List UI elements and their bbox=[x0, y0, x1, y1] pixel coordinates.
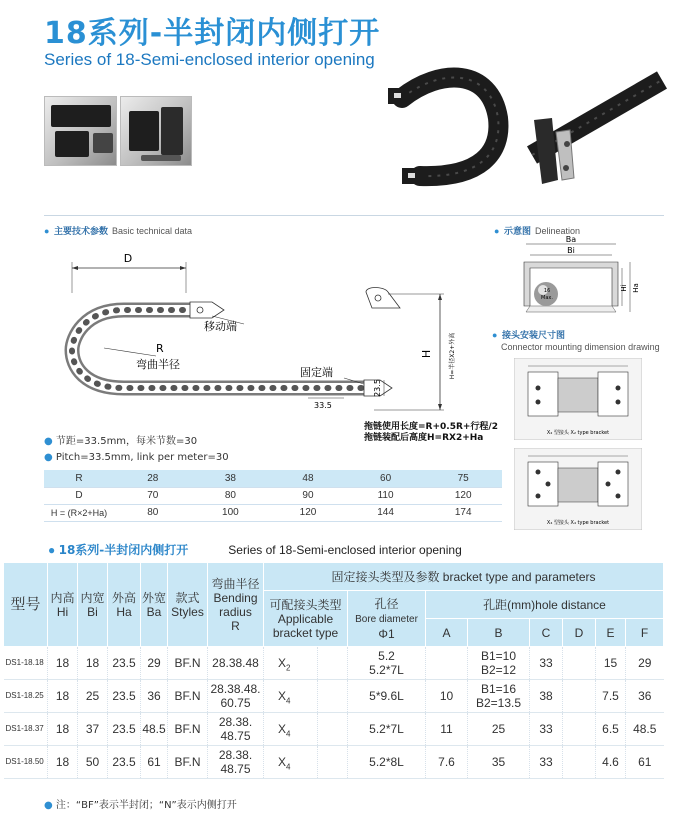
length-formula: 拖链使用长度=R+0.5R+行程/2 拖链装配后高度H=RX2+Ha bbox=[364, 422, 498, 443]
label-max: Max. bbox=[541, 295, 553, 301]
label-d: D bbox=[123, 252, 133, 265]
cell-a: 7.6 bbox=[426, 746, 468, 779]
cell-c: 38 bbox=[530, 680, 563, 713]
bullet-icon: ● bbox=[48, 543, 56, 557]
table-cell: 80 bbox=[114, 504, 192, 521]
pitch-note-en: ● Pitch=33.5mm, link per meter=30 bbox=[44, 452, 229, 463]
cell-bore: 5.2 5.2*7L bbox=[348, 647, 426, 680]
table-row bbox=[4, 647, 664, 680]
cell-bi: 25 bbox=[78, 680, 108, 713]
table-cell: 90 bbox=[269, 487, 347, 504]
cell-d bbox=[563, 713, 596, 746]
label-ba: Ba bbox=[565, 236, 577, 244]
label-moving-end: 移动端 bbox=[204, 320, 237, 333]
cell-model: DS1-18.18 bbox=[4, 647, 48, 680]
table-cell: 100 bbox=[192, 504, 270, 521]
page-title: 18系列-半封闭内侧打开 bbox=[44, 16, 381, 51]
cell-d bbox=[563, 680, 596, 713]
cell-d bbox=[563, 746, 596, 779]
cell-bracket-extra bbox=[318, 647, 348, 680]
table-cell: 75 bbox=[424, 470, 502, 487]
pitch-note-cn: ● 节距=33.5mm，每米节数=30 bbox=[44, 436, 198, 447]
label-fixed-end: 固定端 bbox=[300, 366, 333, 379]
label-23-5: 23.5 bbox=[373, 379, 382, 397]
cell-ha: 23.5 bbox=[108, 647, 141, 680]
cell-style: BF.N bbox=[168, 680, 208, 713]
bullet-icon: ● bbox=[492, 330, 498, 340]
cell-c: 33 bbox=[530, 647, 563, 680]
table-cell: 48 bbox=[269, 470, 347, 487]
caption-x4: X₄ 型接头 X₄ type bracket bbox=[546, 520, 610, 526]
table-cell: 28 bbox=[114, 470, 192, 487]
connector-x4-drawing bbox=[514, 448, 642, 530]
cell-e: 6.5 bbox=[596, 713, 626, 746]
cell-a: 10 bbox=[426, 680, 468, 713]
header-styles: 款式 Styles bbox=[168, 563, 208, 647]
header-bracket-params: 固定接头类型及参数 bracket type and parameters bbox=[264, 563, 664, 591]
table-cell: 120 bbox=[269, 504, 347, 521]
cell-hi: 18 bbox=[48, 680, 78, 713]
cell-radius: 28.38.48. 60.75 bbox=[208, 680, 264, 713]
table-cell: 38 bbox=[192, 470, 270, 487]
bullet-icon: ● bbox=[44, 436, 53, 447]
cell-model: DS1-18.50 bbox=[4, 746, 48, 779]
header-f: F bbox=[626, 619, 664, 647]
cell-radius: 28.38. 48.75 bbox=[208, 746, 264, 779]
label-max-num: 16 bbox=[543, 288, 551, 294]
table-cell: 174 bbox=[424, 504, 502, 521]
cell-bore: 5.2*7L bbox=[348, 713, 426, 746]
page-subtitle: Series of 18-Semi-enclosed interior opening bbox=[44, 50, 375, 69]
header-ba: 外宽 Ba bbox=[141, 563, 168, 647]
label-33-5: 33.5 bbox=[314, 401, 332, 410]
product-photo-closeup-2 bbox=[120, 96, 192, 166]
table-row-label: R bbox=[44, 470, 114, 487]
cell-hi: 18 bbox=[48, 713, 78, 746]
cell-style: BF.N bbox=[168, 713, 208, 746]
cell-bracket-type: $X_4$ bbox=[264, 713, 318, 746]
table-row bbox=[44, 487, 502, 504]
table-cell: 144 bbox=[347, 504, 425, 521]
label-bending-radius: 弯曲半径 bbox=[136, 358, 180, 371]
spec-table bbox=[3, 562, 664, 779]
cell-d bbox=[563, 647, 596, 680]
header-hole-distance: 孔距(mm)hole distance bbox=[426, 591, 664, 619]
delineation-heading: ● 示意图 Delineation bbox=[494, 226, 580, 237]
cell-bore: 5.2*8L bbox=[348, 746, 426, 779]
cell-b: B1=10 B2=12 bbox=[468, 647, 530, 680]
cell-f: 61 bbox=[626, 746, 664, 779]
cell-bi: 18 bbox=[78, 647, 108, 680]
cell-bore: 5*9.6L bbox=[348, 680, 426, 713]
caption-x2: X₂ 型接头 X₂ type bracket bbox=[546, 430, 610, 436]
cell-bracket-extra bbox=[318, 746, 348, 779]
header-b: B bbox=[468, 619, 530, 647]
cell-hi: 18 bbox=[48, 647, 78, 680]
cell-bracket-type: $X_4$ bbox=[264, 746, 318, 779]
bullet-icon: ● bbox=[44, 452, 53, 463]
cell-radius: 28.38.48 bbox=[208, 647, 264, 680]
cell-c: 33 bbox=[530, 713, 563, 746]
cell-model: DS1-18.37 bbox=[4, 713, 48, 746]
cell-ha: 23.5 bbox=[108, 680, 141, 713]
cell-f: 48.5 bbox=[626, 713, 664, 746]
cell-style: BF.N bbox=[168, 746, 208, 779]
table-row bbox=[44, 470, 502, 487]
table-row-label: D bbox=[44, 487, 114, 504]
section-divider bbox=[44, 215, 664, 216]
header-bending-radius: 弯曲半径 Bending radius R bbox=[208, 563, 264, 647]
cell-bracket-extra bbox=[318, 680, 348, 713]
cell-ba: 61 bbox=[141, 746, 168, 779]
label-r: R bbox=[156, 342, 164, 355]
product-photo-chain-with-brackets bbox=[512, 60, 667, 195]
cell-ha: 23.5 bbox=[108, 746, 141, 779]
delineation-diagram bbox=[516, 236, 676, 326]
cell-c: 33 bbox=[530, 746, 563, 779]
cell-ba: 36 bbox=[141, 680, 168, 713]
cell-bi: 50 bbox=[78, 746, 108, 779]
cell-f: 29 bbox=[626, 647, 664, 680]
header-d: D bbox=[563, 619, 596, 647]
header-hi: 内高 Hi bbox=[48, 563, 78, 647]
header-e: E bbox=[596, 619, 626, 647]
cell-hi: 18 bbox=[48, 746, 78, 779]
cell-ba: 29 bbox=[141, 647, 168, 680]
bullet-icon: ● bbox=[494, 226, 500, 236]
chain-dimension-diagram bbox=[44, 238, 484, 420]
cell-model: DS1-18.25 bbox=[4, 680, 48, 713]
tech-data-heading: ● 主要技术参数 Basic technical data bbox=[44, 226, 193, 237]
header-bore-diameter: 孔径 Bore diameter Φ1 bbox=[348, 591, 426, 647]
header-a: A bbox=[426, 619, 468, 647]
table-row bbox=[4, 746, 664, 779]
header-ha: 外高 Ha bbox=[108, 563, 141, 647]
table-row bbox=[4, 680, 664, 713]
cell-ha: 23.5 bbox=[108, 713, 141, 746]
cell-bracket-type: $X_4$ bbox=[264, 680, 318, 713]
table-cell: 110 bbox=[347, 487, 425, 504]
label-ha: Ha bbox=[632, 283, 640, 293]
cell-style: BF.N bbox=[168, 647, 208, 680]
header-applicable-bracket: 可配接头类型 Applicable bracket type bbox=[264, 591, 348, 647]
bullet-icon: ● bbox=[44, 800, 53, 811]
connector-x2-drawing bbox=[514, 358, 642, 440]
cell-a bbox=[426, 647, 468, 680]
table-row-label: H = (R×2+Ha) bbox=[44, 504, 114, 521]
cell-b: 25 bbox=[468, 713, 530, 746]
cell-a: 11 bbox=[426, 713, 468, 746]
cell-e: 4.6 bbox=[596, 746, 626, 779]
header-bi: 内宽 Bi bbox=[78, 563, 108, 647]
cell-ba: 48.5 bbox=[141, 713, 168, 746]
product-photo-closeup-1 bbox=[44, 96, 117, 166]
label-h: H bbox=[420, 349, 433, 359]
footnote: ● 注：“BF”表示半封闭；“N”表示内侧打开 bbox=[44, 800, 237, 811]
table-cell: 70 bbox=[114, 487, 192, 504]
cell-f: 36 bbox=[626, 680, 664, 713]
table-cell: 80 bbox=[192, 487, 270, 504]
cell-radius: 28.38. 48.75 bbox=[208, 713, 264, 746]
header-model: 型号 bbox=[4, 563, 48, 647]
cell-bracket-type: $X_2$ bbox=[264, 647, 318, 680]
cell-bracket-extra bbox=[318, 713, 348, 746]
label-hi: Hi bbox=[620, 284, 628, 292]
cell-b: 35 bbox=[468, 746, 530, 779]
table-header-row bbox=[4, 563, 664, 591]
table-cell: 60 bbox=[347, 470, 425, 487]
table-row bbox=[4, 713, 664, 746]
product-photo-chain bbox=[380, 58, 520, 193]
header-c: C bbox=[530, 619, 563, 647]
label-h-formula: H=半径X2+外高 bbox=[449, 332, 456, 380]
label-bi: Bi bbox=[567, 246, 575, 255]
spec-table-title: ● 18系列-半封闭内侧打开 Series of 18-Semi-enclosed interior opening bbox=[48, 543, 462, 557]
cell-e: 7.5 bbox=[596, 680, 626, 713]
radius-height-table bbox=[44, 470, 502, 522]
bullet-icon: ● bbox=[44, 226, 50, 236]
table-cell: 120 bbox=[424, 487, 502, 504]
connector-heading: ● 接头安装尺寸图 Connector mounting dimension drawing bbox=[492, 330, 660, 352]
cell-bi: 37 bbox=[78, 713, 108, 746]
table-row bbox=[44, 504, 502, 521]
cell-b: B1=16 B2=13.5 bbox=[468, 680, 530, 713]
cell-e: 15 bbox=[596, 647, 626, 680]
